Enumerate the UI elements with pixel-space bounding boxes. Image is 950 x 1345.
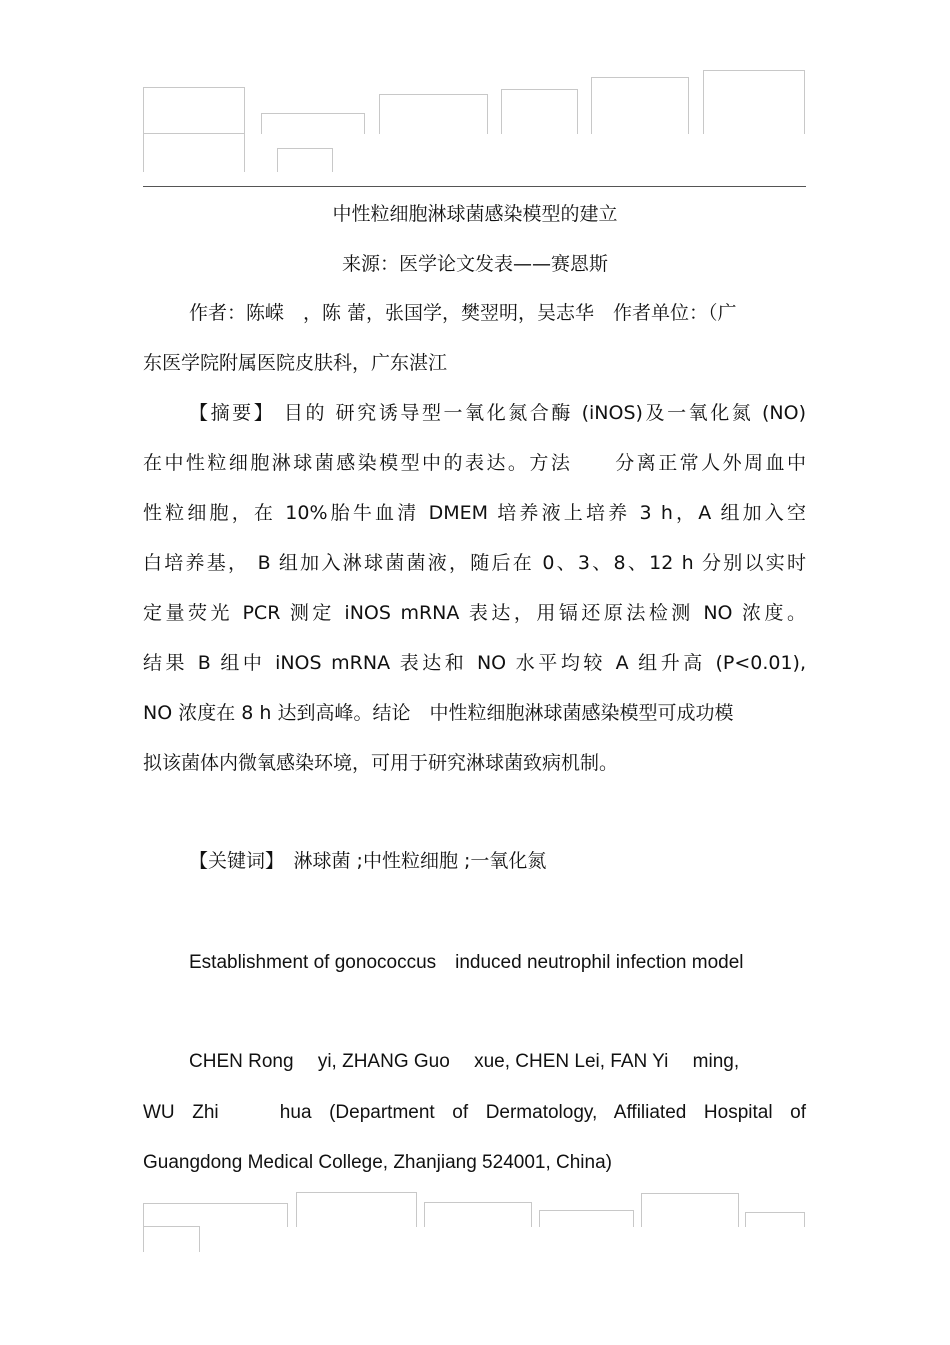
- header-rule: [143, 186, 806, 187]
- abstract-line: 【摘要】 目的 研究诱导型一氧化氮合酶 (iNOS)及一氧化氮 (NO): [189, 402, 806, 424]
- footer-decoration-box: [641, 1193, 739, 1227]
- abstract-line: 白培养基， B 组加入淋球菌菌液，随后在 0、3、8、12 h 分别以实时: [143, 552, 806, 574]
- header-decoration-box: [143, 133, 245, 172]
- abstract-line: NO 浓度在 8 h 达到高峰。结论 中性粒细胞淋球菌感染模型可成功模: [143, 702, 734, 724]
- header-decoration-box: [591, 77, 689, 134]
- document-source: 来源：医学论文发表——赛恩斯: [341, 253, 608, 275]
- english-authors-line-2: WU Zhi hua (Department of Dermatology, Affiliated Hospital of: [143, 1102, 806, 1123]
- abstract-line: 结果 B 组中 iNOS mRNA 表达和 NO 水平均较 A 组升高 (P<0.01),: [143, 652, 806, 674]
- abstract-line: 定量荧光 PCR 测定 iNOS mRNA 表达，用镉还原法检测 NO 浓度。: [143, 602, 806, 624]
- abstract-line: 性粒细胞，在 10%胎牛血清 DMEM 培养液上培养 3 h，A 组加入空: [143, 502, 806, 524]
- footer-decoration-box: [143, 1203, 288, 1227]
- authors-line-2: 东医学院附属医院皮肤科，广东湛江: [143, 352, 448, 374]
- english-authors-line-3: Guangdong Medical College, Zhanjiang 524001, China): [143, 1152, 612, 1173]
- header-decoration-box: [703, 70, 805, 134]
- abstract-line: 在中性粒细胞淋球菌感染模型中的表达。方法 分离正常人外周血中: [143, 452, 806, 474]
- footer-decoration-box: [296, 1192, 417, 1227]
- footer-decoration-box: [539, 1210, 634, 1227]
- header-decoration-box: [501, 89, 578, 134]
- english-authors-line-1: CHEN Rong yi, ZHANG Guo xue, CHEN Lei, FAN Yi ming,: [189, 1051, 740, 1072]
- header-decoration-box: [277, 148, 333, 172]
- header-decoration-box: [143, 87, 245, 134]
- footer-decoration-box: [745, 1212, 805, 1227]
- footer-decoration-box: [143, 1226, 200, 1252]
- abstract-line: 拟该菌体内微氧感染环境，可用于研究淋球菌致病机制。: [143, 752, 619, 774]
- document-title: 中性粒细胞淋球菌感染模型的建立: [332, 203, 618, 225]
- english-title: Establishment of gonococcus induced neutrophil infection model: [189, 952, 744, 973]
- header-decoration-box: [261, 113, 365, 134]
- header-decoration-box: [379, 94, 488, 134]
- footer-decoration-box: [424, 1202, 532, 1227]
- authors-line-1: 作者：陈嵘 ，陈 蕾，张国学，樊翌明，吴志华 作者单位：（广: [189, 302, 737, 324]
- keywords: 【关键词】 淋球菌 ;中性粒细胞 ;一氧化氮: [189, 850, 547, 872]
